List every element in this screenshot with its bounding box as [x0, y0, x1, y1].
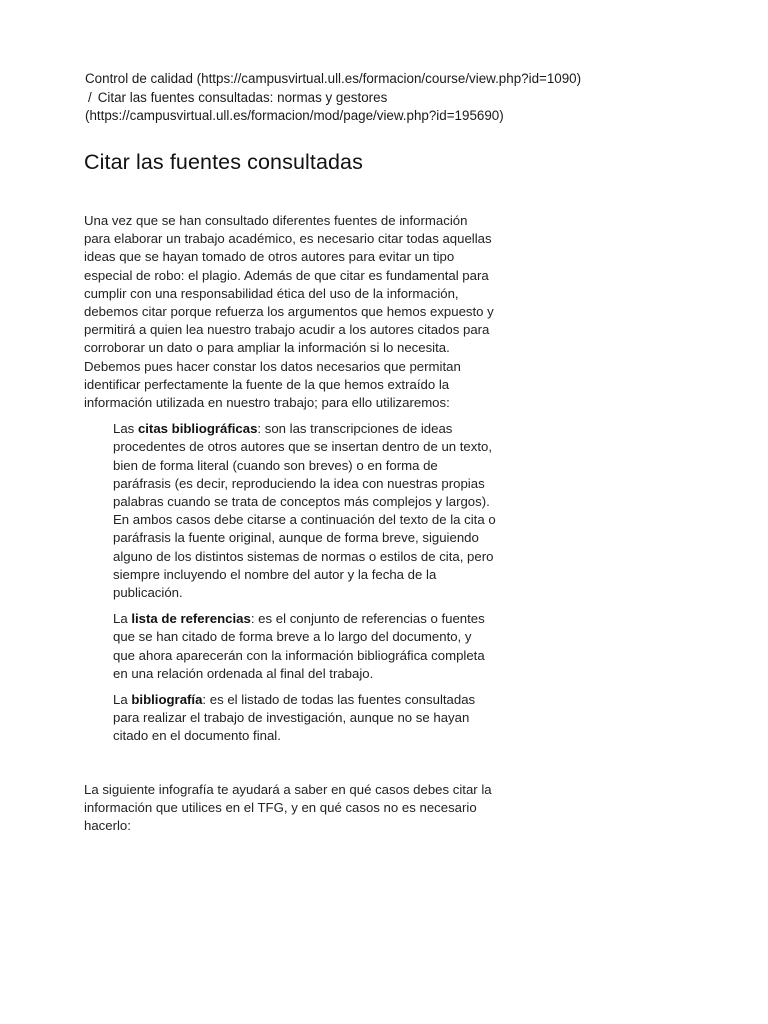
definition-prefix: Las: [113, 421, 138, 437]
definition-item-lista: [113, 610, 496, 683]
definition-term: lista de referencias: [131, 611, 251, 627]
breadcrumb-separator: /: [88, 89, 92, 105]
breadcrumb-link-course[interactable]: Control de calidad (https://campusvirtual.ull.es/formacion/course/view.php?id=1090): [85, 71, 582, 86]
intro-paragraph: Una vez que se han consultado diferentes fuentes de información para elaborar un trabajo académico, es necesario citar todas aquellas ideas que se hayan tomado de otros autores para evitar un tipo especial de robo: el plagio. Además de que citar es fundamental para cumplir con una responsabilidad ética del uso de la información, debemos citar porque refuerza los argumentos que hemos expuesto y permitirá a quien lea nuestro trabajo acudir a los autores citados para corroborar un dato o para ampliar la información si lo necesita. Debemos pues hacer constar los datos necesarios que permitan identificar perfectamente la fuente de la que hemos extraído la información utilizada en nuestro trabajo; para ello utilizaremos:: [84, 213, 494, 411]
definition-term: bibliografía: [131, 692, 203, 708]
definition-term: citas bibliográficas: [137, 421, 258, 437]
outro-paragraph: La siguiente infografía te ayudará a saber en qué casos debes citar la información que utilices en el TFG, y en qué casos no es necesario hacerlo:: [84, 781, 492, 834]
breadcrumb: [85, 70, 605, 126]
definition-text: : son las transcripciones de ideas procedentes de otros autores que se insertan dentro de un texto, bien de forma literal (cuando son breves) o en forma de paráfrasis (es decir, reproduciendo la idea con nuestras propias palabras cuando se trata de conceptos más complejos y largos). En ambos casos debe citarse a continuación del texto de la cita o paráfrasis la fuente original, aunque de forma breve, siguiendo alguno de los distintos sistemas de normas o estilos de cita, pero siempre incluyendo el nombre del autor y la fecha de la publicación.: [113, 421, 496, 601]
definition-text: : es el conjunto de referencias o fuentes que se han citado de forma breve a lo largo del documento, y que ahora aparecerán con la información bibliográfica completa en una relación ordenada al final del trabajo.: [113, 611, 485, 681]
page-title: Citar las fuentes consultadas: [84, 150, 363, 174]
definition-prefix: La: [113, 611, 132, 627]
definition-text: : es el listado de todas las fuentes consultadas para realizar el trabajo de investigación, aunque no se hayan citado en el documento final.: [113, 692, 476, 744]
definition-item-citas: [113, 420, 496, 602]
breadcrumb-link-page[interactable]: Citar las fuentes consultadas: normas y gestores (https://campusvirtual.ull.es/formacion/mod/page/view.php?id=195690): [85, 89, 504, 123]
main-content: [84, 212, 496, 835]
definition-prefix: La: [113, 692, 132, 708]
definition-list: [84, 420, 496, 745]
definition-item-bibliografia: [113, 691, 496, 746]
